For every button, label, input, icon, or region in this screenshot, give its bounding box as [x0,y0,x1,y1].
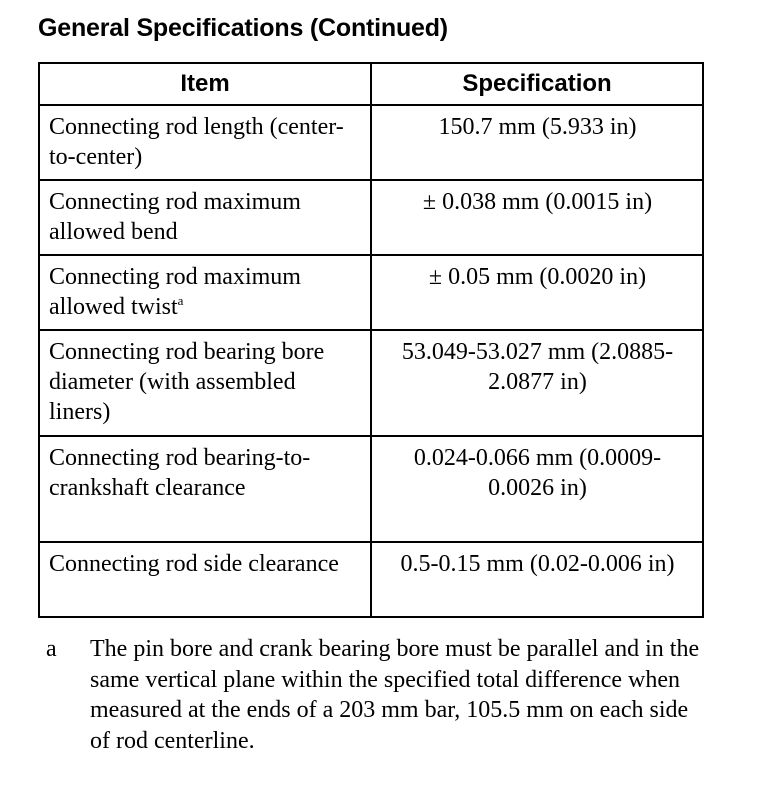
table-row [39,542,703,617]
footnote-reference: a [177,293,184,308]
row-item-label: Connecting rod maximum allowed bend [39,180,371,255]
footnote-marker: a [46,636,57,662]
row-item-label: Connecting rod side clearance [39,542,371,617]
table-row [39,255,703,330]
table-row [39,105,703,180]
page-title: General Specifications (Continued) [38,14,448,42]
row-spec-value: 53.049-53.027 mm (2.0885-2.0877 in) [371,330,703,436]
row-item-label: Connecting rod bearing bore diameter (with assembled liners) [39,330,371,436]
row-spec-value: 150.7 mm (5.933 in) [371,105,703,180]
row-spec-value: ± 0.05 mm (0.0020 in) [371,255,703,330]
row-item-label: Connecting rod maximum allowed twist$^a$ [39,255,371,330]
footnote-text: The pin bore and crank bearing bore must be parallel and in the same vertical plane within the specified total difference when measured at the ends of a 203 mm bar, 105.5 mm on each side of rod centerline. [90,636,700,754]
row-item-label: Connecting rod length (center-to-center) [39,105,371,180]
row-spec-value: 0.024-0.066 mm (0.0009-0.0026 in) [371,436,703,542]
specifications-table [38,62,704,618]
table-row [39,330,703,436]
table-row [39,180,703,255]
table-header-row [39,63,703,105]
row-spec-value: ± 0.038 mm (0.0015 in) [371,180,703,255]
column-header-specification: Specification [371,63,703,105]
table-row [39,436,703,542]
row-spec-value: 0.5-0.15 mm (0.02-0.006 in) [371,542,703,617]
row-item-label: Connecting rod bearing-to-crankshaft clearance [39,436,371,542]
column-header-item: Item [39,63,371,105]
